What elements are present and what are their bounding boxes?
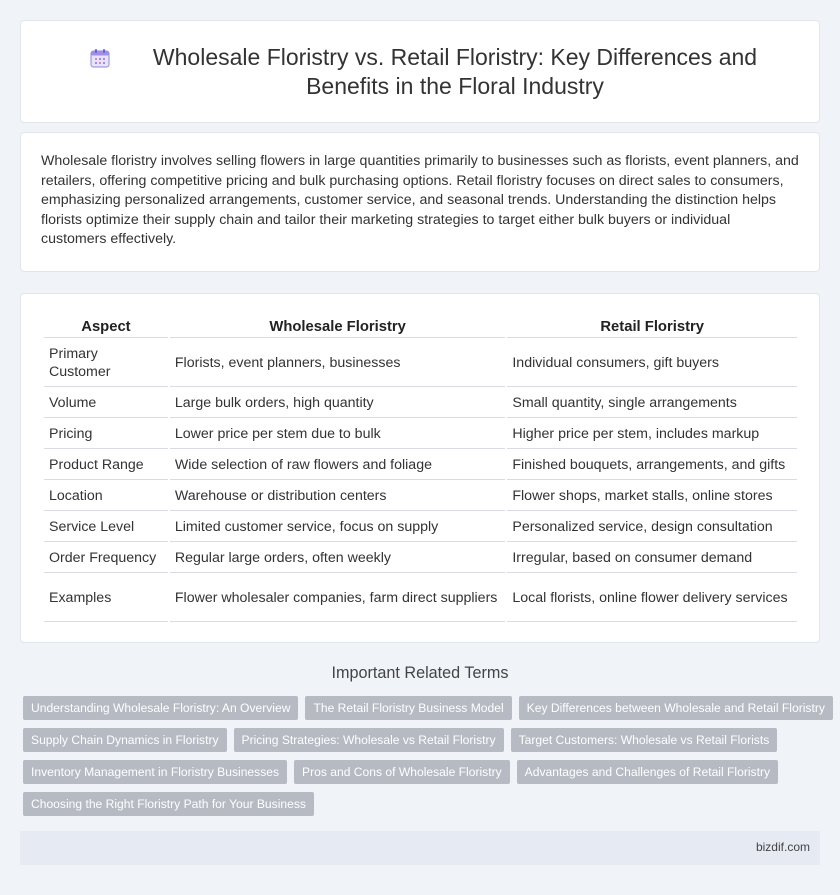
table-cell: Examples (44, 575, 168, 622)
related-terms-heading: Important Related Terms (331, 664, 509, 682)
table-cell: Regular large orders, often weekly (170, 544, 505, 573)
table-row (44, 389, 797, 418)
header-wholesale: Wholesale Floristry (170, 316, 505, 338)
related-term-tag[interactable]: Target Customers: Wholesale vs Retail Florists (511, 728, 778, 752)
table-cell: Finished bouquets, arrangements, and gifts (507, 451, 797, 480)
table-row (44, 544, 797, 573)
tag-row (23, 728, 823, 752)
intro-paragraph: Wholesale floristry involves selling flowers in large quantities primarily to businesses such as florists, event planners, and retailers, offering competitive pricing and bulk purchasing options. Retail floristry focuses on direct sales to consumers, emphasizing personalized arrangements, customer service, and seasonal trends. Understanding the distinction helps florists optimize their supply chain and tailor their marketing strategies to target either bulk buyers or individual customers effectively. (41, 153, 799, 248)
table-cell: Primary Customer (44, 340, 168, 387)
related-term-tag[interactable]: Inventory Management in Floristry Businesses (23, 760, 287, 784)
table-header-row (44, 316, 797, 338)
table-row (44, 451, 797, 480)
table-cell: Local florists, online flower delivery services (507, 575, 797, 622)
table-cell: Higher price per stem, includes markup (507, 420, 797, 449)
table-cell: Florists, event planners, businesses (170, 340, 505, 387)
table-cell: Wide selection of raw flowers and foliage (170, 451, 505, 480)
footer-site-link[interactable]: bizdif.com (755, 840, 810, 854)
table-cell: Warehouse or distribution centers (170, 482, 505, 511)
related-terms-tags (23, 696, 823, 824)
table-cell: Personalized service, design consultation (507, 513, 797, 542)
related-term-tag[interactable]: Pricing Strategies: Wholesale vs Retail Floristry (234, 728, 504, 752)
intro-card (20, 132, 820, 272)
footer (20, 831, 820, 865)
table-cell: Volume (44, 389, 168, 418)
related-term-tag[interactable]: Key Differences between Wholesale and Retail Floristry (519, 696, 833, 720)
table-row (44, 340, 797, 387)
title-card (20, 20, 820, 123)
related-term-tag[interactable]: The Retail Floristry Business Model (305, 696, 511, 720)
table-cell: Flower shops, market stalls, online stores (507, 482, 797, 511)
header-aspect: Aspect (44, 316, 168, 338)
page-title: Wholesale Floristry vs. Retail Floristry: Key Differences and Benefits in the Floral Industry (152, 44, 758, 99)
table-cell: Individual consumers, gift buyers (507, 340, 797, 387)
table-row (44, 513, 797, 542)
table-cell: Pricing (44, 420, 168, 449)
related-term-tag[interactable]: Understanding Wholesale Floristry: An Overview (23, 696, 298, 720)
related-term-tag[interactable]: Pros and Cons of Wholesale Floristry (294, 760, 510, 784)
table-row (44, 420, 797, 449)
table-cell: Lower price per stem due to bulk (170, 420, 505, 449)
tag-row (23, 792, 823, 816)
table-cell: Small quantity, single arrangements (507, 389, 797, 418)
related-term-tag[interactable]: Supply Chain Dynamics in Floristry (23, 728, 227, 752)
header-retail: Retail Floristry (507, 316, 797, 338)
comparison-table-card (20, 293, 820, 643)
related-term-tag[interactable]: Advantages and Challenges of Retail Floristry (517, 760, 778, 784)
table-cell: Location (44, 482, 168, 511)
tag-row (23, 696, 823, 720)
tag-row (23, 760, 823, 784)
table-cell: Product Range (44, 451, 168, 480)
table-row (44, 482, 797, 511)
table-cell: Order Frequency (44, 544, 168, 573)
table-row (44, 575, 797, 622)
table-cell: Flower wholesaler companies, farm direct suppliers (170, 575, 505, 622)
related-term-tag[interactable]: Choosing the Right Floristry Path for Your Business (23, 792, 314, 816)
table-cell: Service Level (44, 513, 168, 542)
table-cell: Large bulk orders, high quantity (170, 389, 505, 418)
table-cell: Irregular, based on consumer demand (507, 544, 797, 573)
table-cell: Limited customer service, focus on supply (170, 513, 505, 542)
comparison-table (42, 314, 799, 624)
